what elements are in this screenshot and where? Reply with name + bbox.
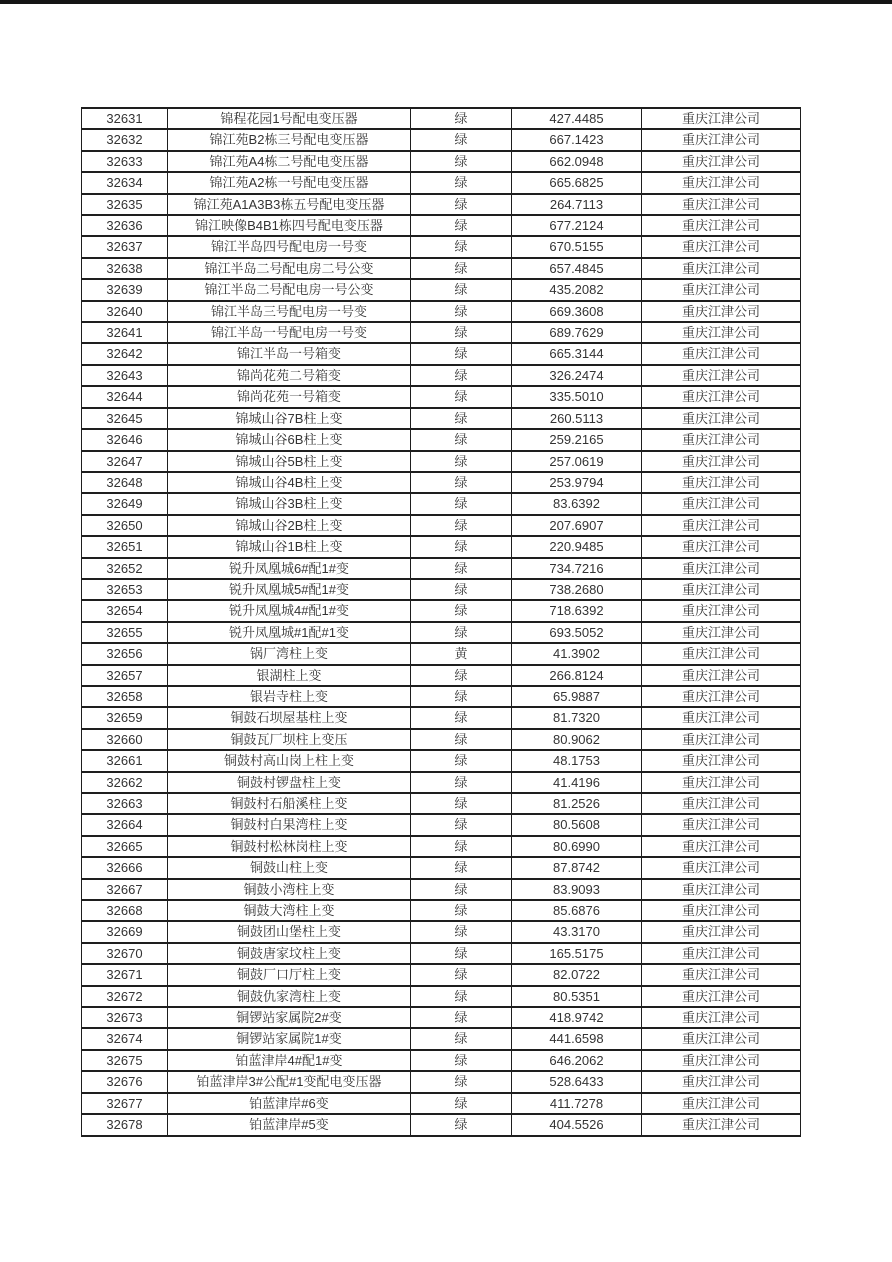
cell-company: 重庆江津公司 [642, 194, 801, 215]
cell-value: 165.5175 [512, 943, 642, 964]
cell-name: 铜鼓山柱上变 [168, 857, 411, 878]
cell-status: 绿 [411, 408, 512, 429]
cell-company: 重庆江津公司 [642, 151, 801, 172]
cell-status: 绿 [411, 258, 512, 279]
table-row [82, 386, 801, 407]
cell-company: 重庆江津公司 [642, 386, 801, 407]
cell-id: 32635 [82, 194, 168, 215]
cell-name: 铂蓝津岸3#公配#1变配电变压器 [168, 1071, 411, 1092]
cell-company: 重庆江津公司 [642, 1028, 801, 1049]
cell-name: 锦江半岛二号配电房二号公变 [168, 258, 411, 279]
table-row [82, 1007, 801, 1028]
table-row [82, 151, 801, 172]
table-row [82, 215, 801, 236]
cell-company: 重庆江津公司 [642, 793, 801, 814]
cell-id: 32653 [82, 579, 168, 600]
cell-company: 重庆江津公司 [642, 258, 801, 279]
cell-status: 绿 [411, 707, 512, 728]
cell-name: 铜鼓仇家湾柱上变 [168, 986, 411, 1007]
cell-id: 32647 [82, 451, 168, 472]
cell-status: 绿 [411, 836, 512, 857]
cell-id: 32671 [82, 964, 168, 985]
table-row [82, 536, 801, 557]
cell-status: 绿 [411, 1093, 512, 1114]
cell-company: 重庆江津公司 [642, 1093, 801, 1114]
cell-company: 重庆江津公司 [642, 365, 801, 386]
cell-value: 80.5608 [512, 814, 642, 835]
table-row [82, 408, 801, 429]
cell-value: 259.2165 [512, 429, 642, 450]
table-row [82, 236, 801, 257]
table-row [82, 472, 801, 493]
cell-company: 重庆江津公司 [642, 451, 801, 472]
cell-id: 32676 [82, 1071, 168, 1092]
cell-company: 重庆江津公司 [642, 665, 801, 686]
cell-status: 绿 [411, 558, 512, 579]
table-row [82, 1093, 801, 1114]
cell-name: 锅厂湾柱上变 [168, 643, 411, 664]
cell-status: 绿 [411, 343, 512, 364]
cell-name: 铂蓝津岸4#配1#变 [168, 1050, 411, 1071]
cell-value: 81.7320 [512, 707, 642, 728]
table-row [82, 108, 801, 129]
table-row [82, 429, 801, 450]
cell-value: 85.6876 [512, 900, 642, 921]
cell-value: 404.5526 [512, 1114, 642, 1135]
cell-status: 绿 [411, 600, 512, 621]
cell-value: 335.5010 [512, 386, 642, 407]
cell-status: 绿 [411, 493, 512, 514]
cell-status: 绿 [411, 900, 512, 921]
cell-value: 665.6825 [512, 172, 642, 193]
cell-name: 锦城山谷4B柱上变 [168, 472, 411, 493]
cell-status: 绿 [411, 279, 512, 300]
cell-status: 绿 [411, 964, 512, 985]
cell-id: 32632 [82, 129, 168, 150]
cell-name: 锦江半岛二号配电房一号公变 [168, 279, 411, 300]
cell-name: 锦城山谷5B柱上变 [168, 451, 411, 472]
document-sheet [81, 107, 801, 1137]
cell-name: 锦江半岛三号配电房一号变 [168, 301, 411, 322]
cell-value: 441.6598 [512, 1028, 642, 1049]
cell-value: 266.8124 [512, 665, 642, 686]
cell-name: 铜鼓唐家坟柱上变 [168, 943, 411, 964]
cell-value: 669.3608 [512, 301, 642, 322]
cell-name: 铜鼓小湾柱上变 [168, 879, 411, 900]
cell-value: 528.6433 [512, 1071, 642, 1092]
cell-company: 重庆江津公司 [642, 836, 801, 857]
cell-status: 绿 [411, 129, 512, 150]
cell-name: 锐升凤凰城4#配1#变 [168, 600, 411, 621]
cell-status: 绿 [411, 1007, 512, 1028]
cell-value: 257.0619 [512, 451, 642, 472]
cell-value: 718.6392 [512, 600, 642, 621]
cell-company: 重庆江津公司 [642, 429, 801, 450]
cell-company: 重庆江津公司 [642, 921, 801, 942]
cell-name: 锦江苑B2栋三号配电变压器 [168, 129, 411, 150]
cell-name: 铜鼓团山堡柱上变 [168, 921, 411, 942]
table-row [82, 451, 801, 472]
cell-id: 32663 [82, 793, 168, 814]
cell-company: 重庆江津公司 [642, 558, 801, 579]
cell-id: 32651 [82, 536, 168, 557]
cell-status: 绿 [411, 1050, 512, 1071]
cell-value: 48.1753 [512, 750, 642, 771]
cell-name: 铜鼓村松林岗柱上变 [168, 836, 411, 857]
cell-company: 重庆江津公司 [642, 857, 801, 878]
cell-status: 绿 [411, 322, 512, 343]
cell-name: 铂蓝津岸#5变 [168, 1114, 411, 1135]
cell-name: 锦尚花苑一号箱变 [168, 386, 411, 407]
cell-value: 677.2124 [512, 215, 642, 236]
cell-id: 32640 [82, 301, 168, 322]
cell-company: 重庆江津公司 [642, 772, 801, 793]
cell-id: 32668 [82, 900, 168, 921]
cell-company: 重庆江津公司 [642, 129, 801, 150]
cell-company: 重庆江津公司 [642, 686, 801, 707]
cell-id: 32655 [82, 622, 168, 643]
cell-value: 80.9062 [512, 729, 642, 750]
cell-company: 重庆江津公司 [642, 279, 801, 300]
cell-status: 黄 [411, 643, 512, 664]
cell-status: 绿 [411, 1028, 512, 1049]
cell-company: 重庆江津公司 [642, 408, 801, 429]
cell-company: 重庆江津公司 [642, 943, 801, 964]
table-row [82, 129, 801, 150]
cell-name: 铜鼓村石船溪柱上变 [168, 793, 411, 814]
cell-name: 锦江苑A4栋二号配电变压器 [168, 151, 411, 172]
cell-id: 32662 [82, 772, 168, 793]
cell-name: 铜鼓瓦厂坝柱上变压 [168, 729, 411, 750]
cell-value: 207.6907 [512, 515, 642, 536]
cell-value: 662.0948 [512, 151, 642, 172]
cell-id: 32648 [82, 472, 168, 493]
cell-value: 326.2474 [512, 365, 642, 386]
cell-company: 重庆江津公司 [642, 515, 801, 536]
cell-company: 重庆江津公司 [642, 643, 801, 664]
table-row [82, 750, 801, 771]
table-row [82, 622, 801, 643]
cell-company: 重庆江津公司 [642, 536, 801, 557]
cell-company: 重庆江津公司 [642, 1050, 801, 1071]
cell-id: 32636 [82, 215, 168, 236]
cell-value: 665.3144 [512, 343, 642, 364]
cell-id: 32670 [82, 943, 168, 964]
cell-id: 32646 [82, 429, 168, 450]
cell-name: 锦江苑A2栋一号配电变压器 [168, 172, 411, 193]
cell-company: 重庆江津公司 [642, 472, 801, 493]
cell-status: 绿 [411, 879, 512, 900]
cell-status: 绿 [411, 108, 512, 129]
cell-status: 绿 [411, 686, 512, 707]
cell-status: 绿 [411, 301, 512, 322]
cell-status: 绿 [411, 194, 512, 215]
cell-name: 铜锣站家属院1#变 [168, 1028, 411, 1049]
cell-company: 重庆江津公司 [642, 579, 801, 600]
cell-id: 32638 [82, 258, 168, 279]
table-row [82, 600, 801, 621]
table-row [82, 793, 801, 814]
cell-company: 重庆江津公司 [642, 172, 801, 193]
cell-status: 绿 [411, 1071, 512, 1092]
cell-value: 667.1423 [512, 129, 642, 150]
table-row [82, 279, 801, 300]
cell-name: 银岩寺柱上变 [168, 686, 411, 707]
cell-status: 绿 [411, 793, 512, 814]
table-row [82, 1114, 801, 1135]
cell-id: 32664 [82, 814, 168, 835]
cell-status: 绿 [411, 943, 512, 964]
cell-company: 重庆江津公司 [642, 707, 801, 728]
cell-value: 65.9887 [512, 686, 642, 707]
cell-company: 重庆江津公司 [642, 215, 801, 236]
cell-company: 重庆江津公司 [642, 986, 801, 1007]
cell-name: 锦江半岛一号箱变 [168, 343, 411, 364]
table-row [82, 707, 801, 728]
table-row [82, 301, 801, 322]
cell-name: 银湖柱上变 [168, 665, 411, 686]
cell-name: 铜鼓村白果湾柱上变 [168, 814, 411, 835]
cell-status: 绿 [411, 451, 512, 472]
cell-id: 32643 [82, 365, 168, 386]
cell-id: 32650 [82, 515, 168, 536]
cell-name: 铂蓝津岸#6变 [168, 1093, 411, 1114]
table-row [82, 172, 801, 193]
cell-name: 锐升凤凰城6#配1#变 [168, 558, 411, 579]
cell-company: 重庆江津公司 [642, 900, 801, 921]
cell-name: 铜鼓厂口厅柱上变 [168, 964, 411, 985]
cell-value: 260.5113 [512, 408, 642, 429]
cell-status: 绿 [411, 515, 512, 536]
cell-value: 43.3170 [512, 921, 642, 942]
cell-status: 绿 [411, 729, 512, 750]
cell-name: 铜鼓石坝屋基柱上变 [168, 707, 411, 728]
table-row [82, 1071, 801, 1092]
cell-id: 32641 [82, 322, 168, 343]
cell-value: 41.3902 [512, 643, 642, 664]
table-row [82, 857, 801, 878]
cell-id: 32675 [82, 1050, 168, 1071]
table-row [82, 986, 801, 1007]
cell-value: 87.8742 [512, 857, 642, 878]
cell-id: 32642 [82, 343, 168, 364]
cell-company: 重庆江津公司 [642, 1007, 801, 1028]
table-row [82, 964, 801, 985]
cell-company: 重庆江津公司 [642, 879, 801, 900]
cell-status: 绿 [411, 1114, 512, 1135]
cell-id: 32649 [82, 493, 168, 514]
cell-name: 锦江半岛一号配电房一号变 [168, 322, 411, 343]
cell-id: 32666 [82, 857, 168, 878]
cell-id: 32637 [82, 236, 168, 257]
cell-id: 32652 [82, 558, 168, 579]
cell-name: 锦尚花苑二号箱变 [168, 365, 411, 386]
table-row [82, 665, 801, 686]
cell-company: 重庆江津公司 [642, 600, 801, 621]
cell-value: 734.7216 [512, 558, 642, 579]
table-row [82, 322, 801, 343]
cell-value: 689.7629 [512, 322, 642, 343]
cell-value: 657.4845 [512, 258, 642, 279]
table-row [82, 943, 801, 964]
cell-company: 重庆江津公司 [642, 729, 801, 750]
cell-company: 重庆江津公司 [642, 236, 801, 257]
cell-name: 锦城山谷1B柱上变 [168, 536, 411, 557]
cell-id: 32660 [82, 729, 168, 750]
cell-status: 绿 [411, 172, 512, 193]
top-edge-bar [0, 0, 892, 4]
cell-name: 锦城山谷2B柱上变 [168, 515, 411, 536]
cell-value: 411.7278 [512, 1093, 642, 1114]
transformer-table [81, 107, 801, 1137]
cell-name: 锦江苑A1A3B3栋五号配电变压器 [168, 194, 411, 215]
cell-value: 41.4196 [512, 772, 642, 793]
table-row [82, 558, 801, 579]
table-row [82, 1050, 801, 1071]
cell-status: 绿 [411, 365, 512, 386]
cell-value: 83.6392 [512, 493, 642, 514]
cell-name: 锐升凤凰城#1配#1变 [168, 622, 411, 643]
cell-name: 锦江映像B4B1栋四号配电变压器 [168, 215, 411, 236]
table-row [82, 1028, 801, 1049]
table-row [82, 921, 801, 942]
cell-company: 重庆江津公司 [642, 301, 801, 322]
cell-name: 铜鼓大湾柱上变 [168, 900, 411, 921]
cell-status: 绿 [411, 857, 512, 878]
cell-id: 32678 [82, 1114, 168, 1135]
cell-company: 重庆江津公司 [642, 814, 801, 835]
cell-id: 32659 [82, 707, 168, 728]
table-row [82, 365, 801, 386]
cell-id: 32657 [82, 665, 168, 686]
table-row [82, 772, 801, 793]
cell-status: 绿 [411, 986, 512, 1007]
cell-status: 绿 [411, 921, 512, 942]
cell-value: 738.2680 [512, 579, 642, 600]
cell-value: 693.5052 [512, 622, 642, 643]
cell-id: 32674 [82, 1028, 168, 1049]
cell-status: 绿 [411, 215, 512, 236]
table-row [82, 643, 801, 664]
cell-status: 绿 [411, 151, 512, 172]
cell-value: 82.0722 [512, 964, 642, 985]
cell-id: 32672 [82, 986, 168, 1007]
cell-name: 锦程花园1号配电变压器 [168, 108, 411, 129]
cell-value: 427.4485 [512, 108, 642, 129]
cell-company: 重庆江津公司 [642, 1114, 801, 1135]
cell-value: 670.5155 [512, 236, 642, 257]
cell-value: 435.2082 [512, 279, 642, 300]
cell-status: 绿 [411, 579, 512, 600]
cell-value: 646.2062 [512, 1050, 642, 1071]
cell-status: 绿 [411, 750, 512, 771]
cell-name: 锦城山谷7B柱上变 [168, 408, 411, 429]
cell-company: 重庆江津公司 [642, 493, 801, 514]
cell-status: 绿 [411, 622, 512, 643]
table-row [82, 729, 801, 750]
cell-status: 绿 [411, 472, 512, 493]
table-row [82, 515, 801, 536]
cell-status: 绿 [411, 665, 512, 686]
cell-company: 重庆江津公司 [642, 1071, 801, 1092]
cell-name: 锐升凤凰城5#配1#变 [168, 579, 411, 600]
cell-name: 锦城山谷6B柱上变 [168, 429, 411, 450]
cell-value: 81.2526 [512, 793, 642, 814]
cell-value: 220.9485 [512, 536, 642, 557]
cell-name: 铜鼓村锣盘柱上变 [168, 772, 411, 793]
cell-company: 重庆江津公司 [642, 622, 801, 643]
cell-id: 32669 [82, 921, 168, 942]
cell-company: 重庆江津公司 [642, 108, 801, 129]
cell-id: 32658 [82, 686, 168, 707]
cell-value: 83.9093 [512, 879, 642, 900]
cell-id: 32654 [82, 600, 168, 621]
cell-company: 重庆江津公司 [642, 964, 801, 985]
cell-value: 80.5351 [512, 986, 642, 1007]
cell-id: 32667 [82, 879, 168, 900]
cell-value: 264.7113 [512, 194, 642, 215]
cell-id: 32633 [82, 151, 168, 172]
cell-id: 32673 [82, 1007, 168, 1028]
table-row [82, 900, 801, 921]
cell-status: 绿 [411, 772, 512, 793]
table-row [82, 814, 801, 835]
cell-company: 重庆江津公司 [642, 750, 801, 771]
cell-id: 32656 [82, 643, 168, 664]
cell-name: 铜锣站家属院2#变 [168, 1007, 411, 1028]
table-row [82, 836, 801, 857]
cell-company: 重庆江津公司 [642, 343, 801, 364]
cell-id: 32661 [82, 750, 168, 771]
table-row [82, 579, 801, 600]
cell-value: 80.6990 [512, 836, 642, 857]
cell-status: 绿 [411, 536, 512, 557]
cell-name: 锦江半岛四号配电房一号变 [168, 236, 411, 257]
cell-status: 绿 [411, 386, 512, 407]
cell-value: 253.9794 [512, 472, 642, 493]
cell-id: 32665 [82, 836, 168, 857]
table-row [82, 493, 801, 514]
cell-id: 32634 [82, 172, 168, 193]
table-row [82, 879, 801, 900]
cell-id: 32644 [82, 386, 168, 407]
cell-id: 32639 [82, 279, 168, 300]
cell-status: 绿 [411, 429, 512, 450]
cell-name: 铜鼓村高山岗上柱上变 [168, 750, 411, 771]
cell-status: 绿 [411, 814, 512, 835]
cell-value: 418.9742 [512, 1007, 642, 1028]
table-row [82, 686, 801, 707]
cell-id: 32631 [82, 108, 168, 129]
cell-company: 重庆江津公司 [642, 322, 801, 343]
table-row [82, 194, 801, 215]
table-row [82, 343, 801, 364]
cell-status: 绿 [411, 236, 512, 257]
transformer-table-body [82, 108, 801, 1136]
cell-id: 32645 [82, 408, 168, 429]
table-row [82, 258, 801, 279]
cell-id: 32677 [82, 1093, 168, 1114]
cell-name: 锦城山谷3B柱上变 [168, 493, 411, 514]
